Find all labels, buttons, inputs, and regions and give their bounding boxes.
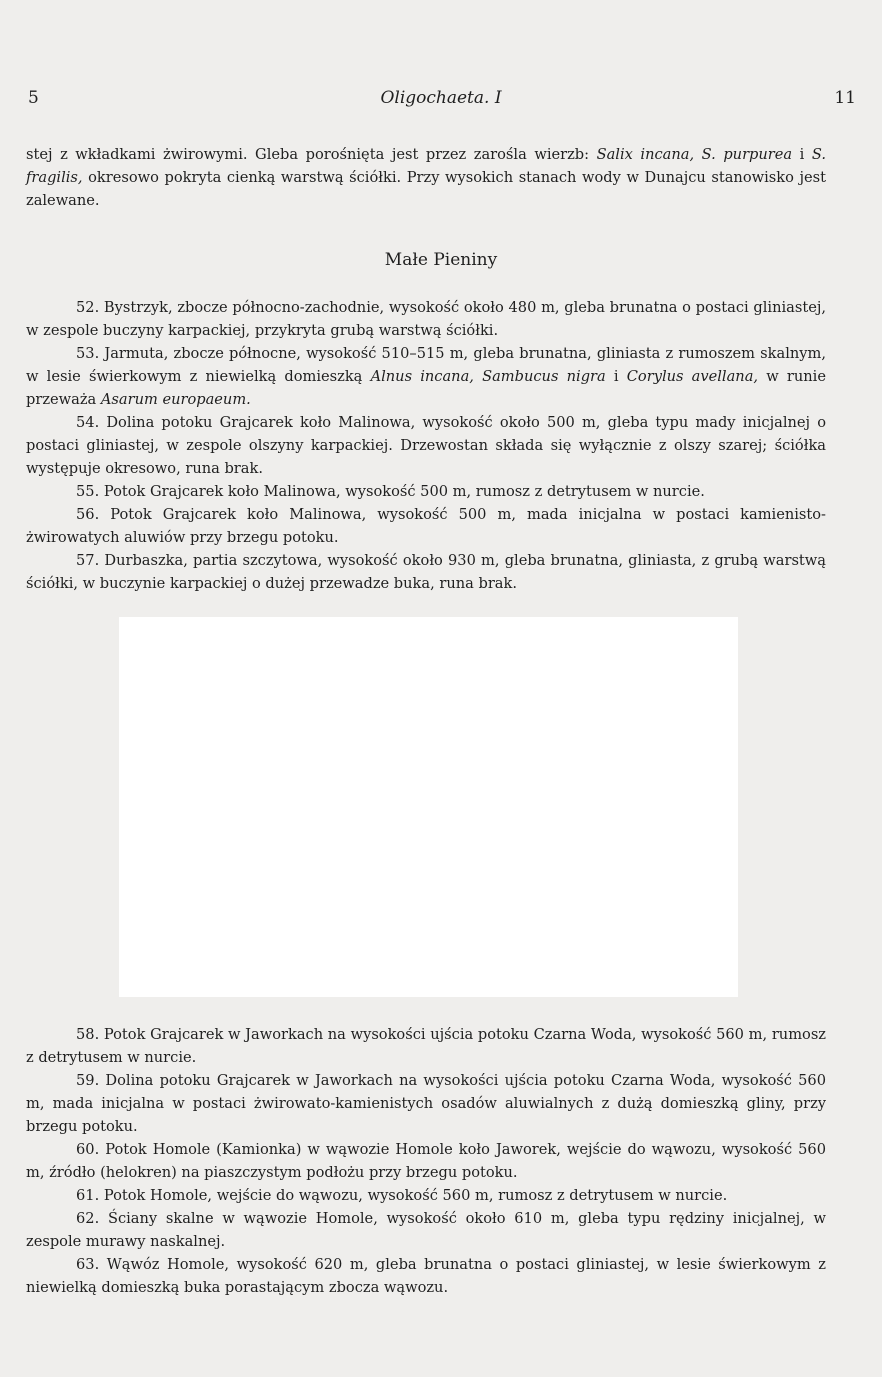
entry-61: 61. Potok Homole, wejście do wąwozu, wysokość 560 m, rumosz z detrytusem w nurcie. (76, 1187, 728, 1204)
page-number: 11 (834, 88, 856, 108)
intro-species-2: S. fragilis, (26, 146, 827, 186)
entry-55: 55. Potok Grajcarek koło Malinowa, wysokość 500 m, rumosz z detrytusem w nurcie. (76, 483, 705, 500)
intro-paragraph (26, 143, 826, 212)
intro-text (26, 143, 826, 212)
entry-60: 60. Potok Homole (Kamionka) w wąwozie Homole koło Jaworek, wejście do wąwozu, wysokość 560 m, źródło (helokren) na piaszczystym podłożu przy brzegu potoku. (26, 1141, 826, 1181)
intro-text-2: i (792, 146, 812, 163)
running-title: Oligochaeta. I (380, 88, 502, 108)
section-number: 5 (28, 88, 39, 108)
intro-text-1: stej z wkładkami żwirowymi. Gleba porośnięta jest przez zarośla wierzb: (26, 146, 597, 163)
entry-53-species-1: Alnus incana, Sambucus nigra (370, 368, 606, 385)
entry-57: 57. Durbaszka, partia szczytowa, wysokość około 930 m, gleba brunatna, gliniasta, z grubą warstwą ściółki, w buczynie karpackiej o dużej przewadze buka, runa brak. (26, 552, 826, 592)
entry-62: 62. Ściany skalne w wąwozie Homole, wysokość około 610 m, gleba typu rędziny inicjalnej, w zespole murawy naskalnej. (26, 1210, 826, 1250)
entry-53 (26, 342, 826, 411)
entry-56: 56. Potok Grajcarek koło Malinowa, wysokość 500 m, mada inicjalna w postaci kamienisto-żwirowatych aluwiów przy brzegu potoku. (26, 506, 826, 546)
entry-58: 58. Potok Grajcarek w Jaworkach na wysokości ujścia potoku Czarna Woda, wysokość 560 m, rumosz z detrytusem w nurcie. (26, 1026, 826, 1066)
entry-53-text-3: w runie przeważa (26, 368, 826, 408)
site-list-a (26, 296, 826, 595)
running-header (26, 88, 856, 116)
section-heading: Małe Pieniny (384, 250, 498, 270)
entry-53-text-1: 53. Jarmuta, zbocze północne, wysokość 510–515 m, gleba brunatna, gliniasta z rumoszem skalnym, w lesie świerkowym z niewielką domieszką (26, 345, 826, 385)
figure-placeholder (119, 617, 738, 997)
intro-text-3: okresowo pokryta cienką warstwą ściółki. Przy wysokich stanach wody w Dunajcu stanowisko jest zalewane. (26, 169, 826, 209)
intro-species-1: Salix incana, S. purpurea (596, 146, 793, 163)
entry-53-species-2: Corylus avellana, (626, 368, 759, 385)
entry-54: 54. Dolina potoku Grajcarek koło Malinowa, wysokość około 500 m, gleba typu mady inicjalnej o postaci gliniastej, w zespole olszyny karpackiej. Drzewostan składa się wyłącznie z olszy szarej; ściółka występuje okresowo, runa brak. (26, 414, 826, 477)
entry-63: 63. Wąwóz Homole, wysokość 620 m, gleba brunatna o postaci gliniastej, w lesie świerkowym z niewielką domieszką buka porastającym zbocza wąwozu. (26, 1256, 826, 1296)
entry-59: 59. Dolina potoku Grajcarek w Jaworkach na wysokości ujścia potoku Czarna Woda, wysokość 560 m, mada inicjalna w postaci żwirowato-kamienistych osadów aluwialnych z dużą domieszką gliny, przy brzegu potoku. (26, 1072, 826, 1135)
entry-53-species-3: Asarum europaeum. (100, 391, 251, 408)
entry-52: 52. Bystrzyk, zbocze północno-zachodnie, wysokość około 480 m, gleba brunatna o postaci gliniastej, w zespole buczyny karpackiej, przykryta grubą warstwą ściółki. (26, 299, 826, 339)
site-list-b (26, 1023, 826, 1299)
entry-53-text-2: i (605, 368, 627, 385)
